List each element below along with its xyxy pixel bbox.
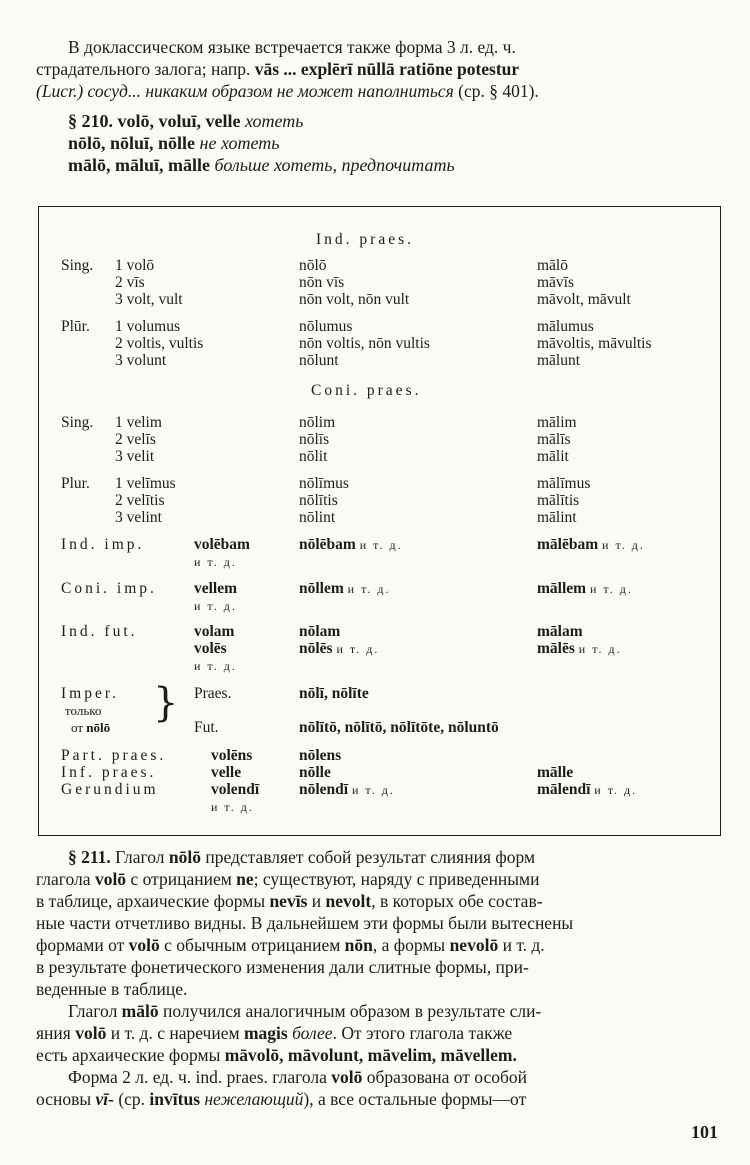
- text-line: [36, 890, 720, 912]
- cell-volo: 3 velint: [115, 509, 162, 526]
- intro-paragraph: [36, 36, 720, 102]
- cell-volo: 1 volō: [115, 257, 155, 274]
- text-run: ; существуют, наряду с приведенными: [253, 869, 540, 889]
- text-run: Форма 2 л. ед. ч. ind. praes. глагола: [68, 1067, 332, 1087]
- cell-nolo: nōlīs: [299, 431, 330, 448]
- text-line: В доклассическом языке встречается также форма 3 л. ед. ч.: [68, 37, 516, 57]
- cell-volo: volēns: [211, 747, 253, 764]
- cell-nolo: nōlī, nōlīte: [299, 685, 369, 702]
- cell-volo: 1 velim: [115, 414, 162, 431]
- cell-volo: volēs: [194, 640, 227, 657]
- cell-volo: 3 volt, vult: [115, 291, 183, 308]
- heading-line: [68, 110, 455, 132]
- cell-malo: mālēbam: [537, 536, 599, 553]
- text-line: [36, 58, 720, 80]
- cell-nolo: nōlīmus: [299, 475, 349, 492]
- number-label: Sing.: [61, 257, 94, 274]
- cell-malo: māllem: [537, 580, 587, 597]
- cell-malo: mālam: [537, 623, 583, 640]
- latin-word: magis: [243, 1023, 288, 1043]
- cell-nolo: nōlam: [299, 623, 341, 640]
- subheading-coni-praes: Coni. praes.: [311, 382, 422, 399]
- text-run: яния: [36, 1023, 76, 1043]
- latin-word: mālō: [121, 1001, 159, 1021]
- etc-note: и т. д.: [589, 582, 633, 596]
- heading-line: [68, 154, 455, 176]
- translation: не хотеть: [199, 133, 280, 153]
- text-run: формами от: [36, 935, 129, 955]
- subheading-ind-praes: Ind. praes.: [316, 231, 414, 248]
- text-run: получился аналогичным образом в результате сли-: [158, 1001, 542, 1021]
- etc-note: и т. д.: [336, 642, 380, 656]
- translation: больше хотеть, предпочитать: [214, 155, 455, 175]
- cell-nolo: nōn vīs: [299, 274, 345, 291]
- cell-malo: mālēs: [537, 640, 575, 657]
- latin-word: nōlō: [168, 847, 201, 867]
- cell-nolo: nōlēs: [299, 640, 333, 657]
- latin-example: vās ... explērī nūllā ratiōne potestur: [254, 59, 520, 79]
- text-line: [36, 1000, 720, 1022]
- text-run: в таблице, архаические формы: [36, 891, 270, 911]
- cell-malo: māvolt, māvult: [537, 291, 631, 308]
- cell-volo: 1 velīmus: [115, 475, 176, 492]
- cell-volo: velle: [211, 764, 242, 781]
- translation: хотеть: [245, 111, 304, 131]
- latin-word: nevolt: [325, 891, 372, 911]
- text-run: основы: [36, 1089, 96, 1109]
- text-run: (ср. § 401).: [453, 81, 539, 101]
- form-label: Gerundium: [61, 781, 159, 798]
- cell-malo: mālumus: [537, 318, 594, 335]
- number-label: Sing.: [61, 414, 94, 431]
- text-run: . От этого глагола также: [332, 1023, 513, 1043]
- cell-malo: mālendī: [537, 781, 591, 798]
- tense-label: Coni. imp.: [61, 580, 157, 597]
- cell-nolo: nōlō: [299, 257, 327, 274]
- text-line: [36, 1044, 720, 1066]
- text-line: [36, 1066, 720, 1088]
- etc-note: и т. д.: [578, 642, 622, 656]
- cell-malo: māvīs: [537, 274, 575, 291]
- latin-word: volō: [331, 1067, 363, 1087]
- cell-nolo: nōlim: [299, 414, 336, 431]
- translation: (Lucr.) сосуд... никаким образом не может наполниться: [36, 81, 454, 101]
- etc-note: и т. д.: [602, 538, 645, 552]
- number-label: Plūr.: [61, 318, 90, 335]
- cell-nolo: nōlītō, nōlītō, nōlītōte, nōluntō: [299, 719, 499, 736]
- cell-malo: mālītis: [537, 492, 580, 509]
- section-210-heading: [68, 110, 455, 176]
- text-run: от: [71, 720, 87, 735]
- text-line: [36, 934, 720, 956]
- text-run: ), а все остальные формы—от: [303, 1089, 527, 1109]
- etc-note: и т. д.: [351, 783, 395, 797]
- text-run: с отрицанием: [126, 869, 237, 889]
- cell-nolo: nōlītis: [299, 492, 338, 509]
- text-run: с обычным отрицанием: [159, 935, 345, 955]
- text-run: , а формы: [372, 935, 450, 955]
- cell-nolo: nōn volt, nōn vult: [299, 291, 410, 308]
- translation: нежелающий: [200, 1089, 304, 1109]
- subtense-label: Praes.: [194, 685, 232, 702]
- note-only: только: [65, 703, 102, 718]
- text-run: глагола: [36, 869, 95, 889]
- conjugation-table: [38, 206, 721, 836]
- cell-nolo: nōlens: [299, 747, 342, 764]
- section-number: § 210.: [68, 111, 113, 131]
- latin-word: volō: [94, 869, 127, 889]
- translation: более: [287, 1023, 333, 1043]
- etc-note: и т. д.: [194, 599, 237, 613]
- number-label: Plur.: [61, 475, 90, 492]
- cell-malo: mālle: [537, 764, 574, 781]
- text-line: [36, 868, 720, 890]
- text-run: , в которых обе состав-: [371, 891, 543, 911]
- latin-word: vī-: [95, 1089, 114, 1109]
- cell-volo: 1 volumus: [115, 318, 181, 335]
- latin-word: ne: [236, 869, 254, 889]
- cell-nolo: nōn voltis, nōn vultis: [299, 335, 430, 352]
- etc-note: и т. д.: [347, 582, 391, 596]
- cell-malo: māvoltis, māvultis: [537, 335, 652, 352]
- cell-nolo: nōlumus: [299, 318, 353, 335]
- text-run: Глагол: [110, 847, 169, 867]
- text-line: [36, 1088, 720, 1110]
- text-run: страдательного залога; напр.: [36, 59, 255, 79]
- text-run: и т. д. с наречием: [106, 1023, 244, 1043]
- latin-word: nevīs: [269, 891, 308, 911]
- text-run: и: [307, 891, 326, 911]
- text-run: образована от особой: [362, 1067, 528, 1087]
- cell-malo: mālīmus: [537, 475, 591, 492]
- section-211-paragraph: [36, 846, 720, 1110]
- etc-note: и т. д.: [211, 800, 254, 814]
- section-number: § 211.: [68, 847, 111, 867]
- page-number: 101: [691, 1122, 718, 1142]
- note-from-nolo: [71, 719, 110, 737]
- form-label: Part. praes.: [61, 747, 167, 764]
- cell-volo: 2 voltis, vultis: [115, 335, 204, 352]
- cell-volo: volam: [194, 623, 235, 640]
- text-line: [36, 846, 720, 868]
- brace-mark: }: [153, 680, 179, 726]
- text-run: представляет собой результат слияния форм: [200, 847, 536, 867]
- text-run: Глагол: [68, 1001, 122, 1021]
- verb-forms: volō, voluī, velle: [113, 111, 245, 131]
- latin-word: invītus: [149, 1089, 200, 1109]
- etc-note: и т. д.: [194, 659, 237, 673]
- cell-volo: volēbam: [194, 536, 250, 553]
- cell-nolo: nōlint: [299, 509, 336, 526]
- latin-word: nōn: [344, 935, 373, 955]
- cell-volo: 3 volunt: [115, 352, 167, 369]
- tense-label: Ind. fut.: [61, 623, 138, 640]
- heading-line: [68, 132, 455, 154]
- text-line: в результате фонетического изменения дали слитные формы, при-: [36, 957, 529, 977]
- text-run: nōlō: [86, 720, 111, 735]
- cell-nolo: nōllem: [299, 580, 344, 597]
- cell-malo: mālit: [537, 448, 569, 465]
- cell-nolo: nōlēbam: [299, 536, 356, 553]
- cell-malo: mālint: [537, 509, 577, 526]
- latin-word: nevolō: [449, 935, 499, 955]
- cell-malo: mālunt: [537, 352, 581, 369]
- text-run: и т. д.: [498, 935, 545, 955]
- cell-volo: 2 velīs: [115, 431, 156, 448]
- cell-malo: mālō: [537, 257, 568, 274]
- cell-volo: 2 vīs: [115, 274, 145, 291]
- latin-word: māvolō, māvolunt, māvelim, māvellem.: [224, 1045, 517, 1065]
- latin-word: volō: [75, 1023, 107, 1043]
- tense-label: Ind. imp.: [61, 536, 145, 553]
- subtense-label: Fut.: [194, 719, 219, 736]
- latin-word: volō: [128, 935, 160, 955]
- mood-label: Imper.: [61, 685, 120, 702]
- cell-nolo: nōlunt: [299, 352, 339, 369]
- verb-forms: mālō, māluī, mālle: [68, 155, 215, 175]
- text-line: ные части отчетливо видны. В дальнейшем эти формы были вытеснены: [36, 913, 574, 933]
- text-run: есть архаические формы: [36, 1045, 225, 1065]
- text-run: (ср.: [113, 1089, 150, 1109]
- cell-volo: 3 velit: [115, 448, 155, 465]
- cell-nolo: nōlle: [299, 764, 331, 781]
- text-line: [36, 80, 720, 102]
- etc-note: и т. д.: [359, 538, 403, 552]
- cell-volo: volendī: [211, 781, 260, 798]
- cell-malo: mālim: [537, 414, 577, 431]
- cell-nolo: nōlendī: [299, 781, 349, 798]
- cell-nolo: nōlit: [299, 448, 328, 465]
- etc-note: и т. д.: [194, 555, 237, 569]
- cell-malo: mālīs: [537, 431, 571, 448]
- text-line: веденные в таблице.: [36, 979, 188, 999]
- cell-volo: vellem: [194, 580, 238, 597]
- etc-note: и т. д.: [594, 783, 638, 797]
- verb-forms: nōlō, nōluī, nōlle: [68, 133, 200, 153]
- text-line: [36, 1022, 720, 1044]
- cell-volo: 2 velītis: [115, 492, 165, 509]
- form-label: Inf. praes.: [61, 764, 157, 781]
